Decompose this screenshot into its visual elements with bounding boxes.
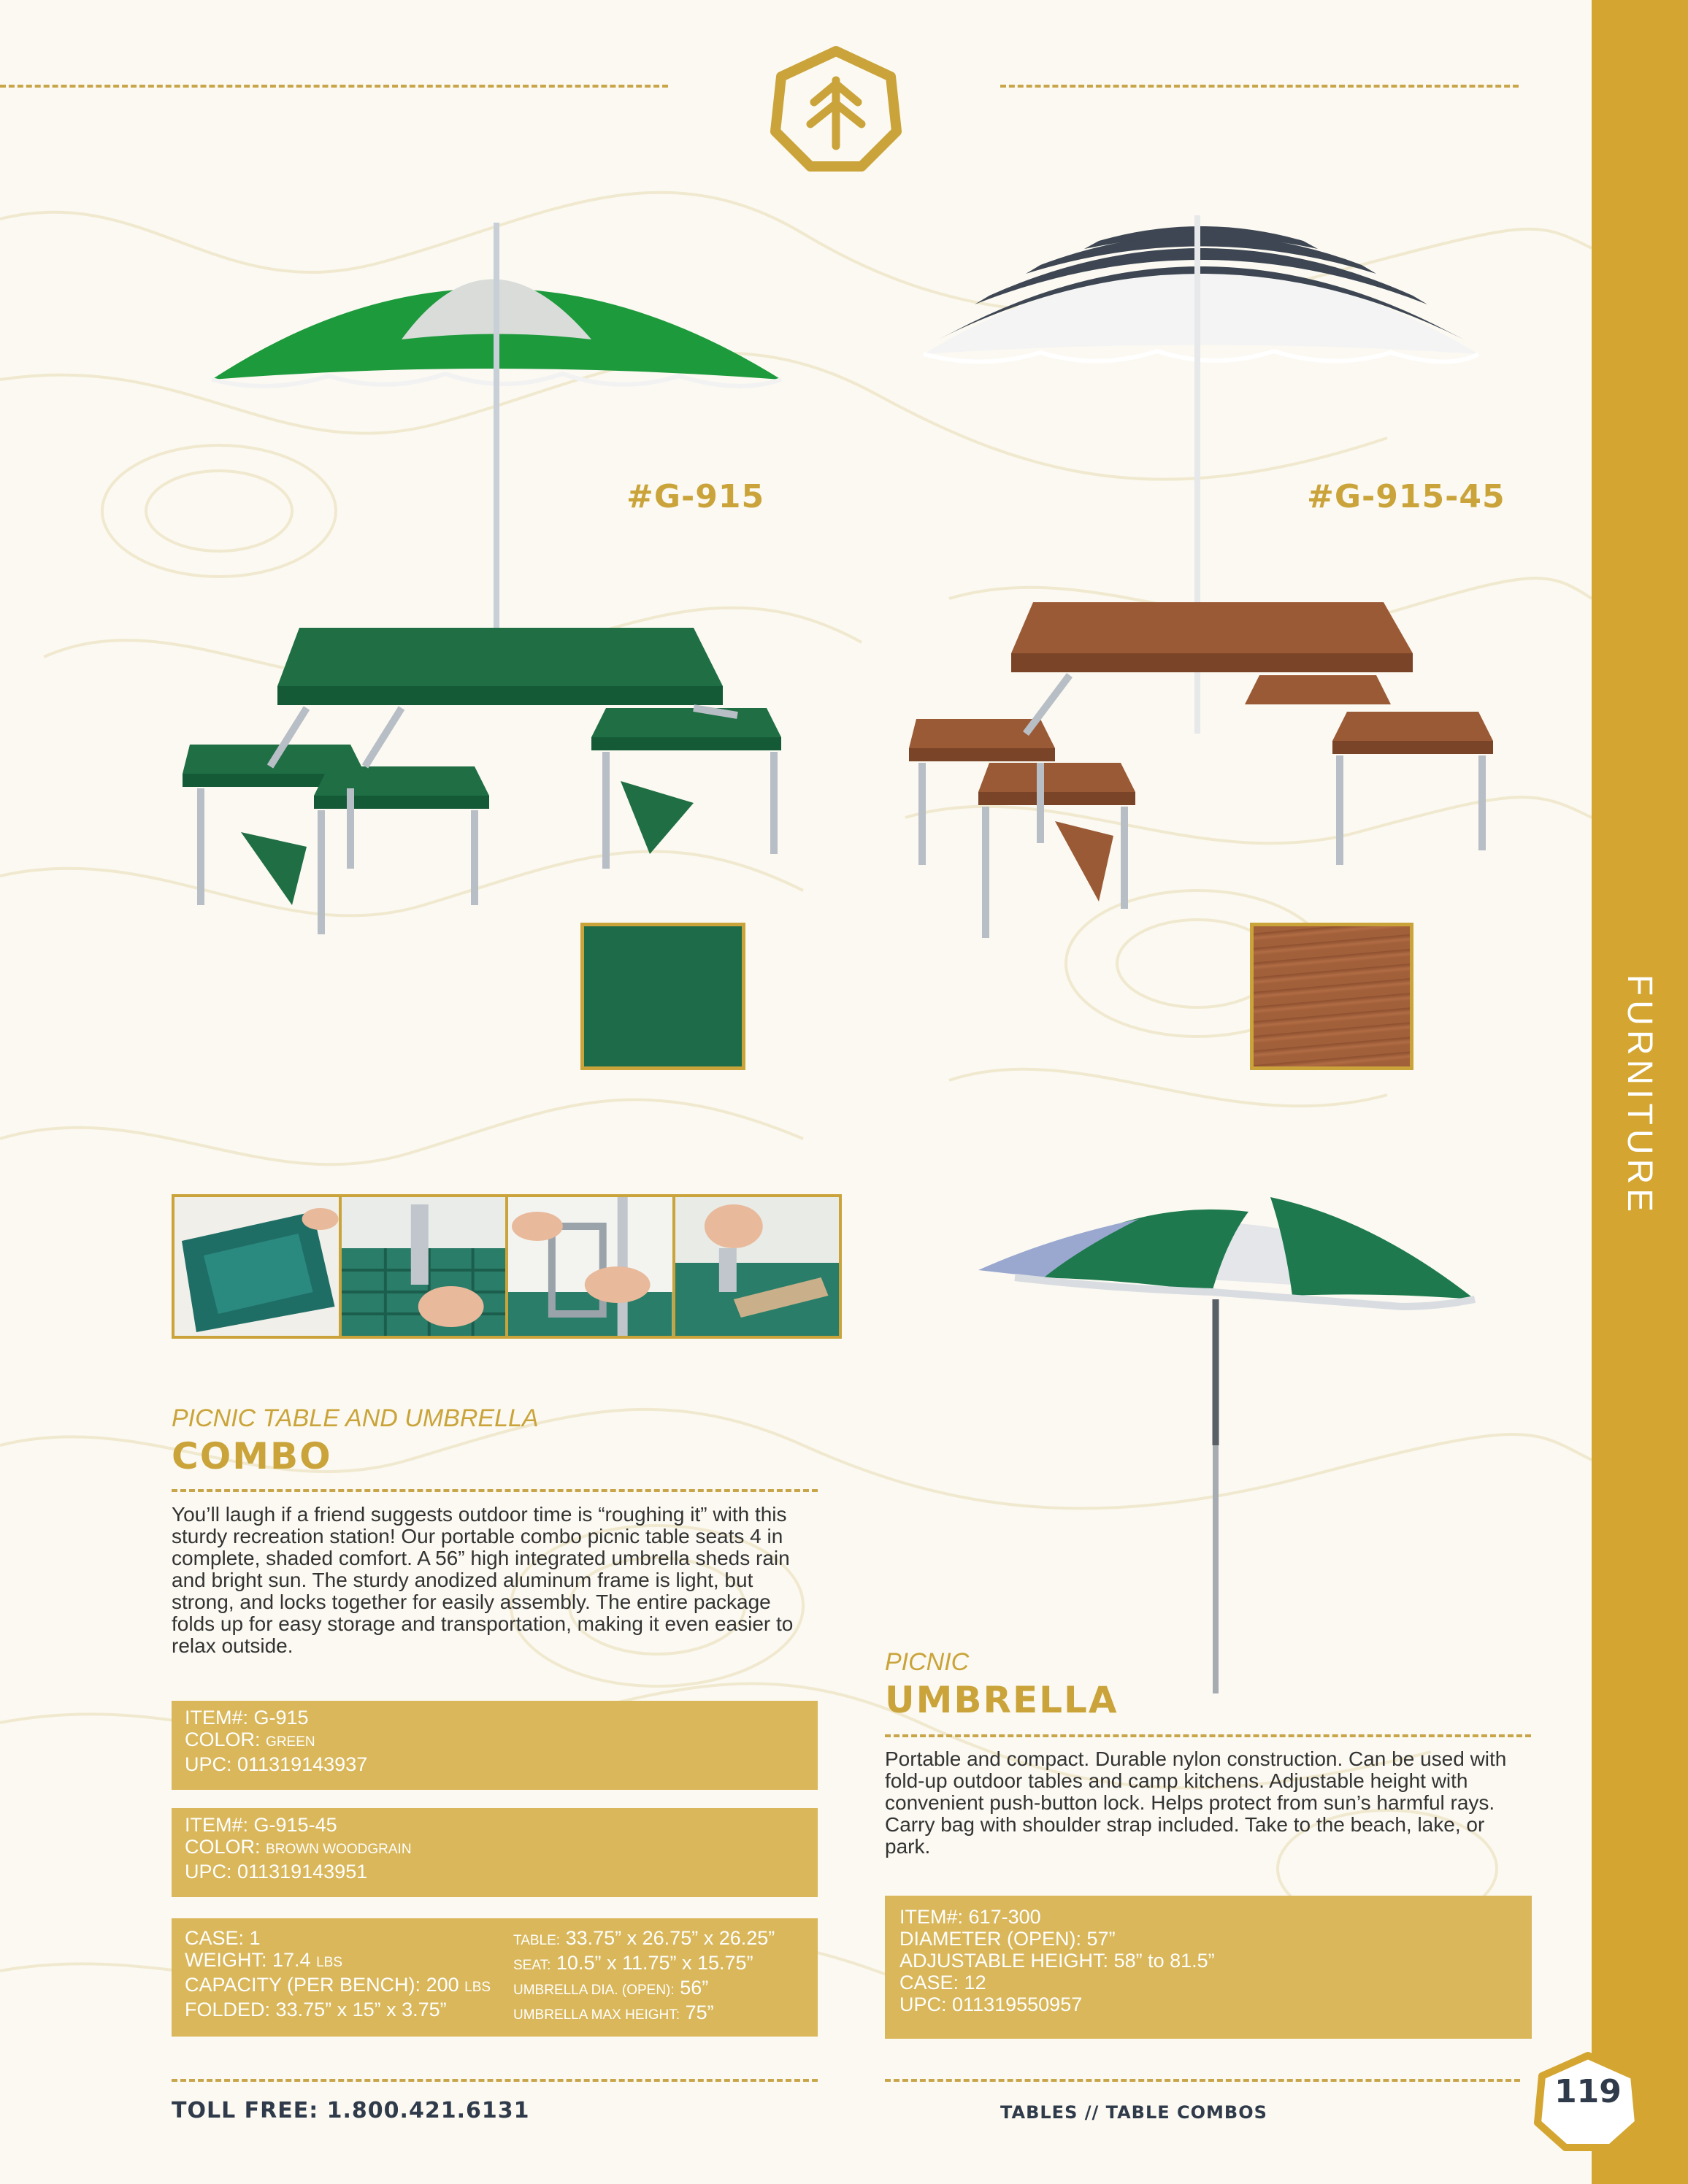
umbrella-case-line: CASE: 12 xyxy=(899,1972,986,1993)
assembly-photo-3 xyxy=(508,1197,672,1336)
spec-item-line: ITEM#: G-915 xyxy=(185,1707,309,1729)
spec-upc-line: UPC: 011319143937 xyxy=(185,1753,368,1775)
assembly-photo-4 xyxy=(675,1197,840,1336)
combo-title-rule xyxy=(172,1489,818,1492)
detail-seat: SEAT: 10.5” x 11.75” x 15.75” xyxy=(513,1952,753,1974)
detail-capacity: CAPACITY (PER BENCH): 200 LBS xyxy=(185,1974,491,1996)
umbrella-diameter-line: DIAMETER (OPEN): 57” xyxy=(899,1928,1116,1950)
page-number: 119 xyxy=(1554,2073,1622,2110)
spec-upc-line: UPC: 011319143951 xyxy=(185,1861,368,1883)
spec-box-details xyxy=(172,1918,818,2037)
combo-description: You’ll laugh if a friend suggests outdoor time is “roughing it” with this sturdy recreation station! Our portable combo picnic table seats 4 in complete, shaded comfort. A 56” high integrated umbrella sheds rain and bright sun. The sturdy anodized aluminum frame is light, but strong, and locks together for easily assembly. The entire package folds up for easy storage and transportation, making it even easier to relax outside. xyxy=(172,1503,794,1657)
picnic-umbrella-illustration xyxy=(964,1168,1489,1701)
toll-free-number: TOLL FREE: 1.800.421.6131 xyxy=(172,2098,530,2123)
footer-rule-right xyxy=(885,2079,1520,2082)
assembly-photo-strip xyxy=(172,1194,842,1339)
detail-umbrella-max: UMBRELLA MAX HEIGHT: 75” xyxy=(513,2002,714,2023)
combo-subtitle: PICNIC TABLE AND UMBRELLA xyxy=(172,1404,539,1432)
assembly-photo-2 xyxy=(342,1197,506,1336)
assembly-photo-1 xyxy=(174,1197,339,1336)
spec-color-line: COLOR: BROWN WOODGRAIN xyxy=(185,1836,412,1858)
umbrella-description: Portable and compact. Durable nylon construction. Can be used with fold-up outdoor tables and camp kitchens. Adjustable height with convenient push-button lock. Helps protect from sun’s harmful rays. Carry bag with shoulder strap included. Take to the beach, lake, or park. xyxy=(885,1747,1507,1858)
sidebar-category-label: FURNITURE xyxy=(1620,974,1660,1216)
spec-item-line: ITEM#: G-915-45 xyxy=(185,1814,337,1836)
top-rule-left xyxy=(0,85,668,88)
spec-box-green xyxy=(172,1701,818,1790)
detail-umbrella-dia: UMBRELLA DIA. (OPEN): 56” xyxy=(513,1977,709,1999)
details-right-column xyxy=(513,1927,775,2026)
details-left-column xyxy=(185,1927,491,2020)
spec-box-umbrella xyxy=(885,1896,1532,2039)
detail-weight: WEIGHT: 17.4 LBS xyxy=(185,1949,343,1971)
umbrella-title-rule xyxy=(885,1734,1531,1737)
product-code-brown: #G-915-45 xyxy=(1307,478,1505,515)
top-rule-right xyxy=(1000,85,1519,88)
product-code-green: #G-915 xyxy=(626,478,765,515)
detail-folded: FOLDED: 33.75” x 15” x 3.75” xyxy=(185,1999,447,2020)
umbrella-upc-line: UPC: 011319550957 xyxy=(899,1993,1083,2015)
combo-title: COMBO xyxy=(172,1435,332,1477)
brown-picnic-table-illustration xyxy=(909,208,1493,967)
brown-woodgrain-swatch xyxy=(1250,923,1413,1070)
umbrella-height-line: ADJUSTABLE HEIGHT: 58” to 81.5” xyxy=(899,1950,1215,1972)
umbrella-item-line: ITEM#: 617-300 xyxy=(899,1906,1041,1928)
umbrella-subtitle: PICNIC xyxy=(885,1648,970,1676)
spec-color-line: COLOR: GREEN xyxy=(185,1729,315,1750)
brand-tree-logo-icon xyxy=(767,44,905,175)
spec-box-brown xyxy=(172,1808,818,1897)
green-color-swatch xyxy=(580,923,745,1070)
detail-table: TABLE: 33.75” x 26.75” x 26.25” xyxy=(513,1927,775,1949)
footer-rule-left xyxy=(172,2079,818,2082)
green-picnic-table-illustration xyxy=(183,212,803,978)
section-breadcrumb: TABLES // TABLE COMBOS xyxy=(1000,2102,1267,2123)
umbrella-title: UMBRELLA xyxy=(885,1679,1119,1721)
detail-case: CASE: 1 xyxy=(185,1927,261,1949)
